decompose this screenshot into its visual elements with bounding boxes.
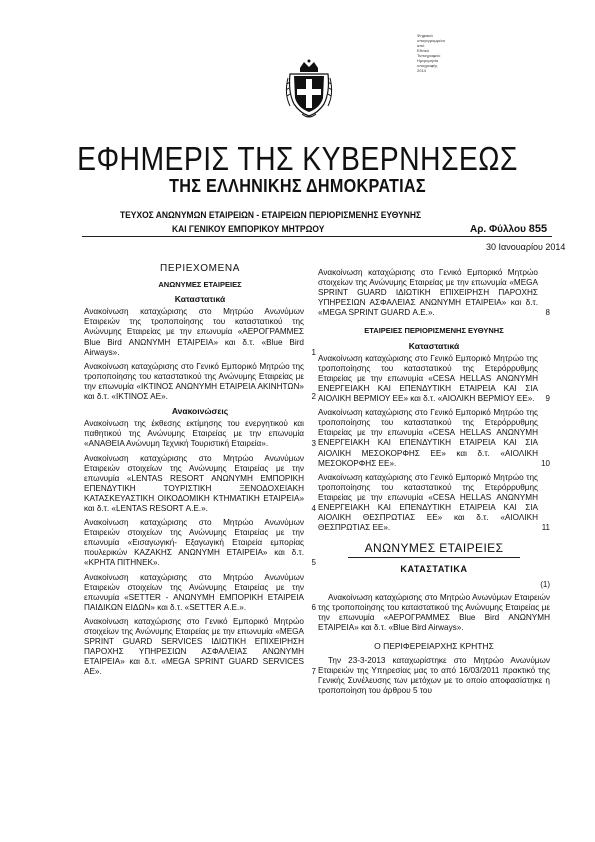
toc-entry[interactable]: Ανακοίνωση καταχώρισης στο Μητρώο Ανωνύμων Εταιρειών στοιχείων της Ανώνυμης Εταιρείας με την επωνυμία «SETTER - ΑΝΩΝΥΜΗ ΕΜΠΟΡΙΚΗ ΕΤΑΙΡΕΙΑ ΠΑΙΔΙΚΩΝ ΕΙΔΩΝ» και δ.τ. «SETTER Α.Ε.». 6 <box>84 572 316 612</box>
sheet-number-value: 855 <box>528 223 548 235</box>
toc-right-column <box>318 268 550 696</box>
toc-page-number: 5 <box>311 558 316 568</box>
sheet-label: Αρ. Φύλλου <box>470 224 526 235</box>
toc-entry[interactable]: Ανακοίνωση καταχώρισης στο Μητρώο Ανωνύμων Εταιρειών στοιχείων της Ανώνυμης Εταιρείας με την επωνυμία «LENTAS RESORT ΑΝΩΝΥΜΗ ΕΜΠΟΡΙΚΗ ΕΠΕΝΔΥΤΙΚΗ ΤΟΥΡΙΣΤΙΚΗ ΞΕΝΟΔΟΧΕΙΑΚΗ ΚΑΤΑΣΚΕΥΑΣΤΙΚΗ ΟΙΚΟΔΟΜΙΚΗ ΚΤΗΜΑΤΙΚΗ ΕΤΑΙΡΕΙΑ» και δ.τ. «LENTAS RESORT Α.Ε.». 4 <box>84 453 316 513</box>
toc-entry[interactable]: Ανακοίνωση καταχώρισης στο Γενικό Εμπορικό Μητρώο στοιχείων της Ανώνυμης Εταιρείας με την επωνυμία «MEGA SPRINT GUARD SERVICES ΙΔΙΩΤΙΚΗ ΕΠΙΧΕΙΡΗΣΗ ΠΑΡΟΧΗΣ ΥΠΗΡΕΣΙΩΝ ΑΣΦΑΛΕΙΑΣ ΑΝΩΝΥΜΗ ΕΤΑΙΡΕΙΑ» και δ.τ. «MEGA SPRINT GUARD SERVICES AE». 7 <box>84 616 316 677</box>
issuing-authority: Ο ΠΕΡΙΦΕΡΕΙΑΡΧΗΣ ΚΡΗΤΗΣ <box>374 640 494 651</box>
toc-entry[interactable]: Ανακοίνωση της έκθεσης εκτίμησης του ενεργητικού και παθητικού της Ανώνυμης Εταιρείας με την επωνυμία «ΑΝΑΘΕΙΑ Ανώνυμη Τεχνική Τουριστική Εταιρεία». 3 <box>84 419 316 449</box>
toc-entry[interactable]: Ανακοίνωση καταχώρισης στο Μητρώο Ανωνύμων Εταιρειών στοιχείων της Ανώνυμης Εταιρείας με την επωνυμία «Εισαγωγική- Εξαγωγική Εταιρεία εμπορίας πουλερικών ΚΑΖΑΚΗΣ ΑΝΩΝΥΜΗ ΕΤΑΙΡΕΙΑ» και δ.τ. «ΚΡΗΤΑ ΠΙΤΗΝΕΚ». 5 <box>84 518 316 568</box>
toc-page-number: 7 <box>311 667 316 677</box>
toc-entry[interactable]: Ανακοίνωση καταχώρισης στο Γενικό Εμπορικό Μητρώο της τροποποίησης του καταστατικού της Ετερόρρυθμης Εταιρείας με την επωνυμία «CESA HELLAS ΑΝΩΝΥΜΗ ΕΝΕΡΓΕΙΑΚΗ ΚΑΙ ΕΠΕΝΔΥΤΙΚΗ ΕΤΑΙΡΕΙΑ ΚΑΙ ΣΙΑ ΑΙΟΛΙΚΗ ΒΕΡΜΙΟΥ ΕΕ» και δ.τ. «ΑΙΟΛΙΚΗ ΒΕΡΜΙΟΥ ΕΕ». 9 <box>318 353 550 404</box>
toc-page-number: 1 <box>311 347 316 357</box>
toc-entry[interactable]: Ανακοίνωση καταχώρισης στο Γενικό Εμπορικό Μητρώο της τροποποίησης του καταστατικού της Ανώνυμης Εταιρείας με την επωνυμία «ΙΚΤΙΝΟΣ ΑΝΩΝΥΜΗ ΕΤΑΙΡΕΙΑ ΑΚΙΝΗΤΩΝ» και δ.τ. «ΙΚΤΙΝΟΣ ΑΕ». 2 <box>84 361 316 402</box>
body-section-title: ΑΝΩΝΥΜΕΣ ΕΤΑΙΡΕΙΕΣ <box>364 541 504 556</box>
gazette-subtitle: ΤΗΣ ΕΛΛΗΝΙΚΗΣ ΔΗΜΟΚΡΑΤΙΑΣ <box>169 176 426 196</box>
toc-page-number: 2 <box>311 392 316 402</box>
issue-line-1: ΤΕΥΧΟΣ ΑΝΩΝΥΜΩΝ ΕΤΑΙΡΕΙΩΝ - ΕΤΑΙΡΕΙΩΝ ΠΕΡΙΟΡΙΣΜΕΝΗΣ ΕΥΘΥΝΗΣ <box>120 210 422 220</box>
sheet-number <box>470 223 547 235</box>
header-divider <box>82 236 552 237</box>
toc-page-number: 9 <box>545 394 550 404</box>
toc-llc-statutory-heading: Καταστατικά <box>408 340 460 351</box>
greek-coat-of-arms-icon <box>284 58 334 120</box>
toc-page-number: 10 <box>541 458 550 468</box>
body-section-subtitle: ΚΑΤΑΣΤΑΤΙΚΑ <box>400 564 468 575</box>
body-paragraph: Την 23-3-2013 καταχωρίστηκε στο Μητρώο Ανωνύμων Εταιρειών της Υπηρεσίας μας το από 16/03/2011 πρακτικό της Γενικής Συνέλευσης των μετόχων με το οποίο αποφασίστηκε η τροποποίηση του άρθρου 5 του <box>318 656 550 696</box>
issue-line-2: ΚΑΙ ΓΕΝΙΚΟΥ ΕΜΠΟΡΙΚΟΥ ΜΗΤΡΩΟΥ <box>172 224 325 234</box>
toc-entry[interactable]: Ανακοίνωση καταχώρισης στο Γενικό Εμπορικό Μητρώο της τροποποίησης του καταστατικού της Ετερόρρυθμης Εταιρείας με την επωνυμία «CESA HELLAS ΑΝΩΝΥΜΗ ΕΝΕΡΓΕΙΑΚΗ ΚΑΙ ΕΠΕΝΔΥΤΙΚΗ ΕΤΑΙΡΕΙΑ ΚΑΙ ΣΙΑ ΑΙΟΛΙΚΗ ΘΕΣΠΡΩΤΙΑΣ ΕΕ» και δ.τ. «ΑΙΟΛΙΚΗ ΘΕΣΠΡΩΤΙΑΣ ΕΕ». 11 <box>318 472 550 533</box>
toc-page-number: 6 <box>311 602 316 612</box>
toc-left-column <box>84 262 316 681</box>
gazette-title: ΕΦΗΜΕΡΙΣ ΤΗΣ ΚΥΒΕΡΝΗΣΕΩΣ <box>77 140 518 177</box>
toc-entry[interactable]: Ανακοίνωση καταχώρισης στο Γενικό Εμπορικό Μητρώο στοιχείων της Ανώνυμης Εταιρείας με την επωνυμία «MEGA SPRINT GUARD ΙΔΙΩΤΙΚΗ ΕΠΙΧΕΙΡΗΣΗ ΠΑΡΟΧΗΣ ΥΠΗΡΕΣΙΩΝ ΑΣΦΑΛΕΙΑΣ ΑΝΩΝΥΜΗ ΕΤΑΙΡΕΙΑ» και δ.τ. «MEGA SPRINT GUARD Α.Ε.». 8 <box>318 268 550 318</box>
toc-entry[interactable]: Ανακοίνωση καταχώρισης στο Γενικό Εμπορικό Μητρώο της τροποποίησης του καταστατικού της Ετερόρρυθμης Εταιρείας με την επωνυμία «CESA HELLAS ΑΝΩΝΥΜΗ ΕΝΕΡΓΕΙΑΚΗ ΚΑΙ ΕΠΕΝΔΥΤΙΚΗ ΕΤΑΙΡΕΙΑ ΚΑΙ ΣΙΑ ΑΙΟΛΙΚΗ ΜΕΣΟΚΟΡΦΗΣ ΕΕ» και δ.τ. «ΑΙΟΛΙΚΗ ΜΕΣΟΚΟΡΦΗΣ ΕΕ». 10 <box>318 408 550 468</box>
toc-entry[interactable]: Ανακοίνωση καταχώρισης στο Μητρώο Ανωνύμων Εταιρειών της τροποποίησης του καταστατικού της Ανώνυμης Εταιρείας με την επωνυμία «ΑΕΡΟΓΡΑΜΜΕΣ Blue Bird ΑΝΩΝΥΜΗ ΕΤΑΙΡΕΙΑ» και δ.τ. «Blue Bird Airways». 1 <box>84 307 316 357</box>
toc-sa-heading: ΑΝΩΝΥΜΕΣ ΕΤΑΙΡΕΙΕΣ <box>158 280 242 290</box>
toc-announcements-heading: Ανακοινώσεις <box>171 406 229 417</box>
toc-llc-heading: ΕΤΑΙΡΕΙΕΣ ΠΕΡΙΟΡΙΣΜΕΝΗΣ ΕΥΘΥΝΗΣ <box>364 326 504 336</box>
section-divider <box>348 557 520 558</box>
toc-page-number: 11 <box>541 523 550 533</box>
item-title: Ανακοίνωση καταχώρισης στο Μητρώο Ανωνύμων Εταιρειών της τροποποίησης του καταστατικού της Ανώνυμης Εταιρείας με την επωνυμία «ΑΕΡΟΓΡΑΜΜΕΣ Blue Bird ΑΝΩΝΥΜΗ ΕΤΑΙΡΕΙΑ» και δ.τ. «Blue Bird Airways». <box>318 592 550 632</box>
toc-heading: ΠΕΡΙΕΧΟΜΕΝΑ <box>160 263 240 274</box>
toc-page-number: 3 <box>311 439 316 449</box>
toc-page-number: 4 <box>311 503 316 513</box>
toc-page-number: 8 <box>545 308 550 318</box>
issue-date: 30 Ιανουαρίου 2014 <box>486 242 566 252</box>
toc-statutory-heading: Καταστατικά <box>174 294 226 305</box>
digital-signature-stamp: Ψηφιακά υπογεγραμμένο από Εθνικό Τυπογραφείο Ημερομηνία υπογραφής 2014 <box>417 33 446 73</box>
item-marker: (1) <box>540 580 550 590</box>
